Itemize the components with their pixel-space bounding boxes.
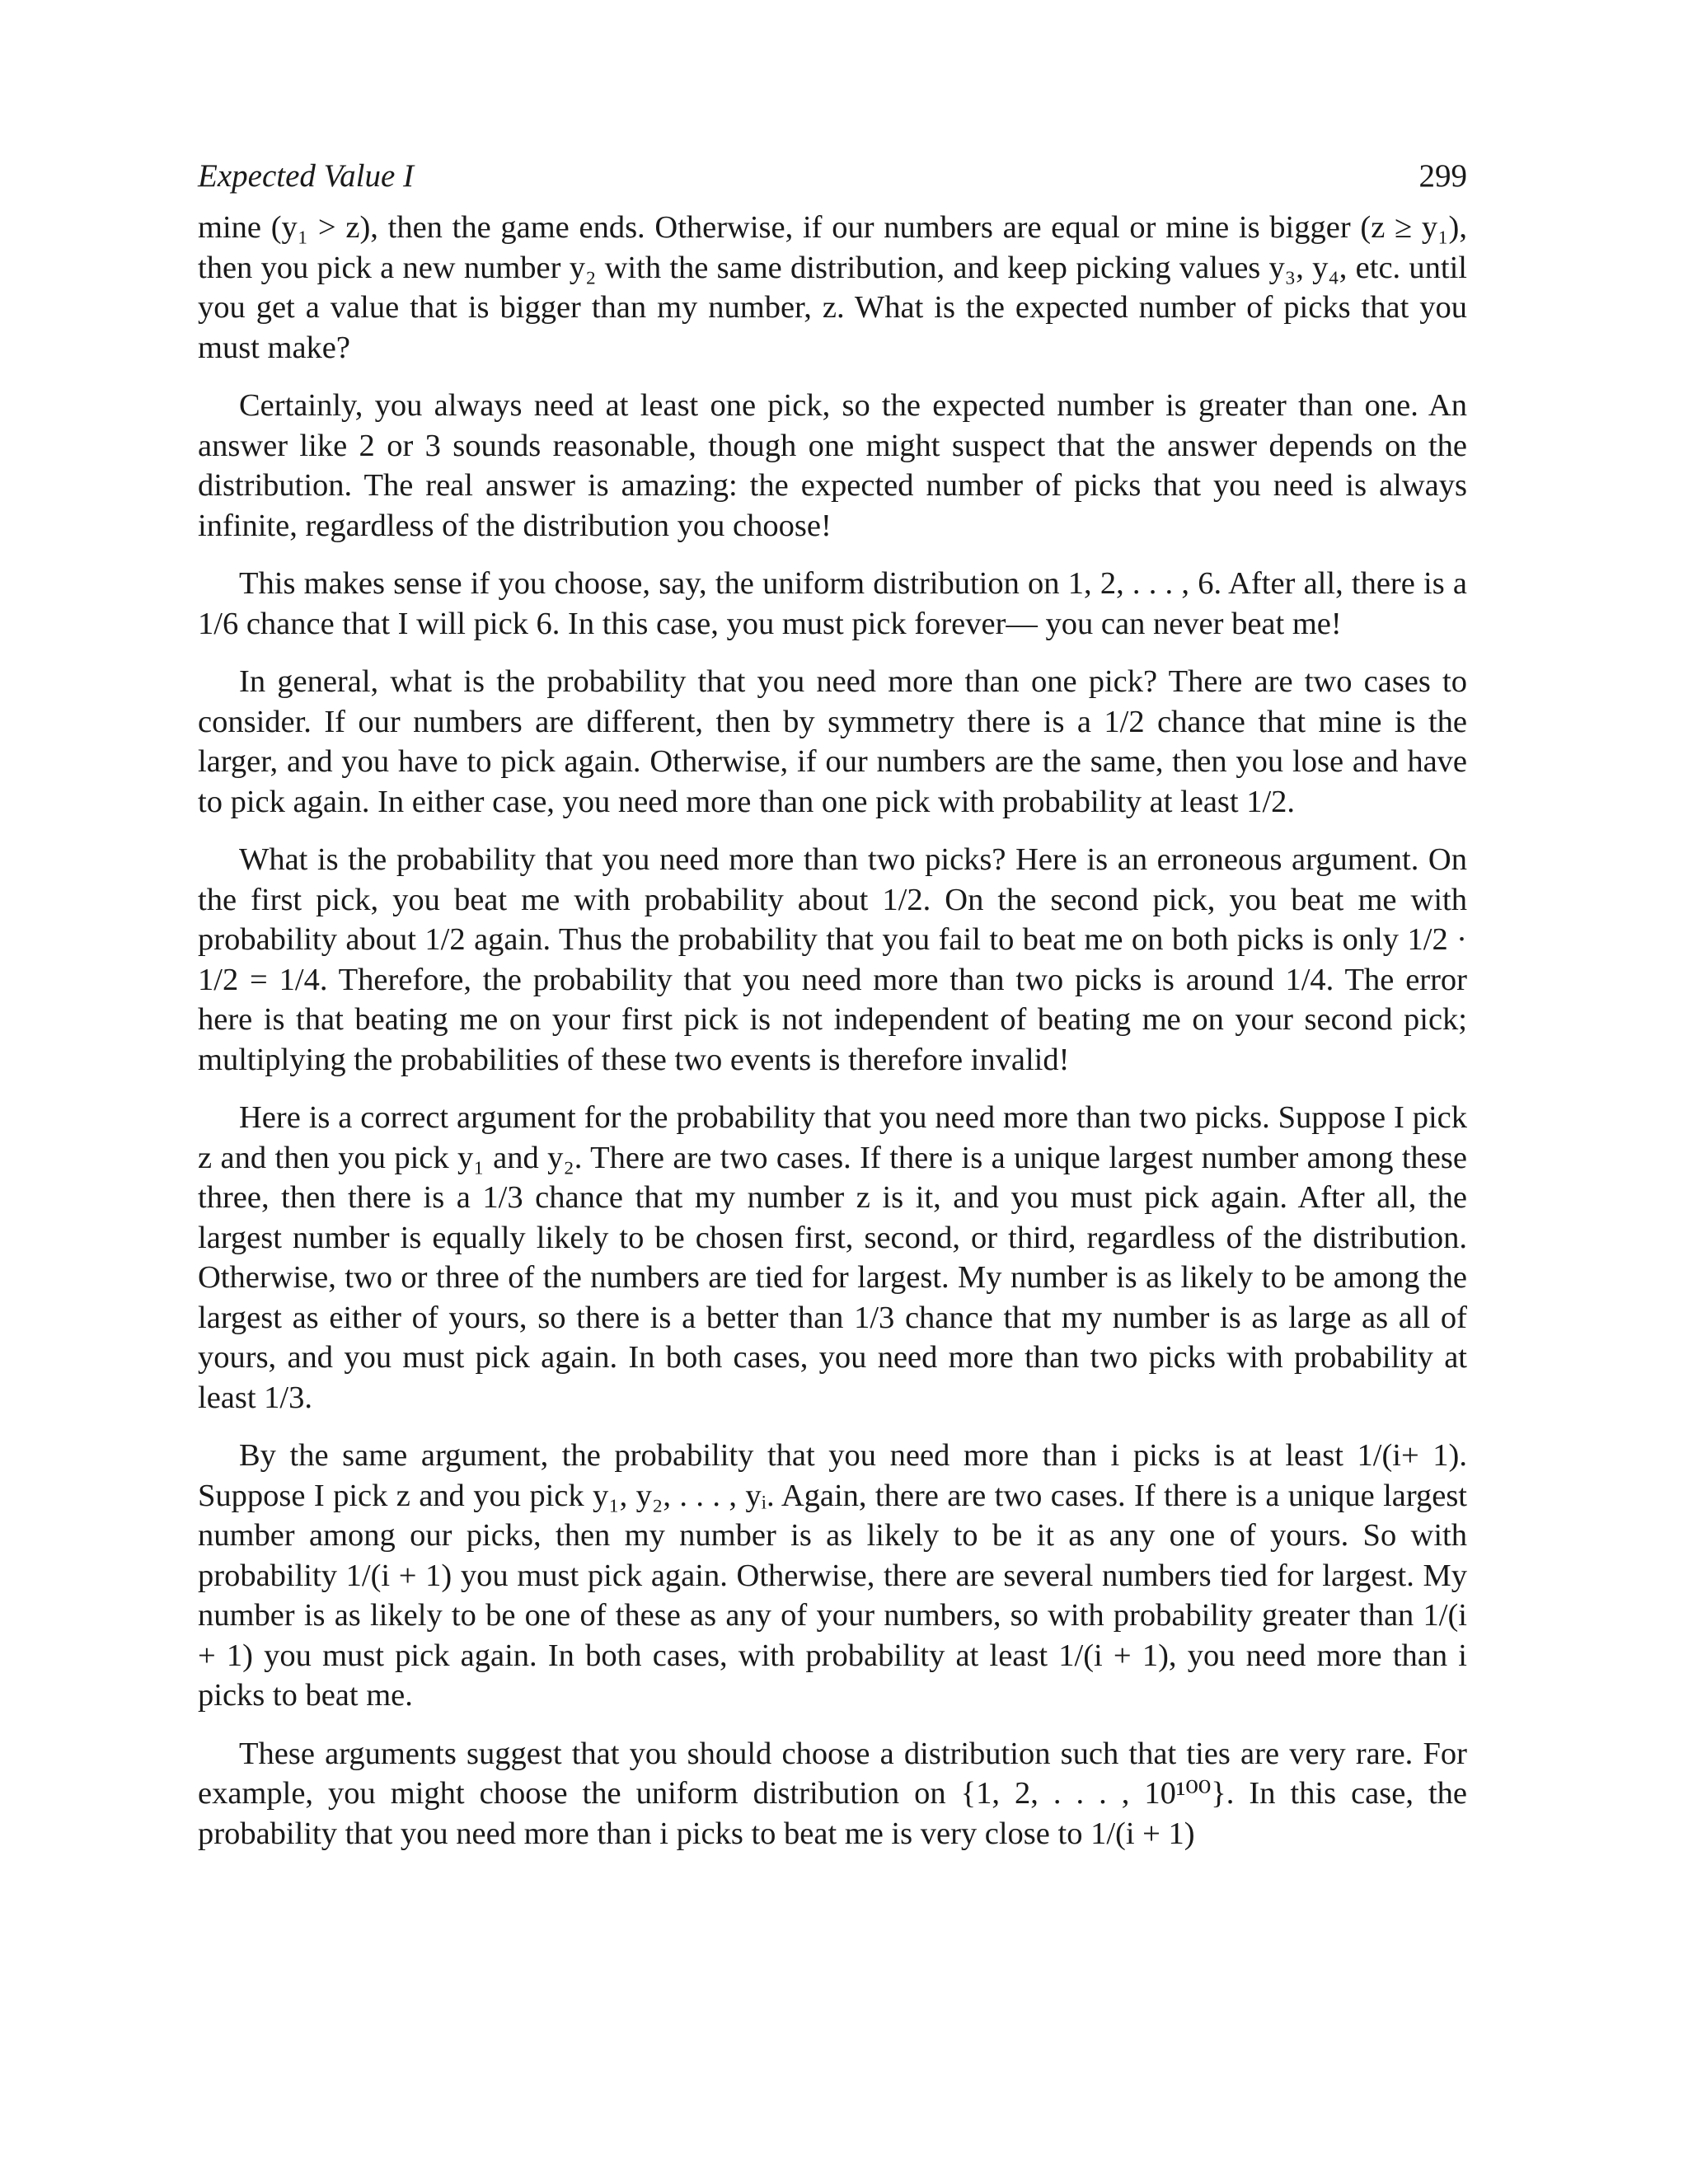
body-text	[198, 208, 1467, 1854]
paragraph: By the same argument, the probability that you need more than i picks is at least 1/(i+ 1). Suppose I pick z and you pick y₁, y₂, . . . , yᵢ. Again, there are two cases. If there is a unique largest number among our picks, then my number is as likely to be it as any one of yours. So with probability 1/(i + 1) you must pick again. Otherwise, there are several numbers tied for largest. My number is as likely to be one of these as any of your numbers, so with probability greater than 1/(i + 1) you must pick again. In both cases, with probability at least 1/(i + 1), you need more than i picks to beat me.	[198, 1438, 1467, 1713]
paragraph: In general, what is the probability that you need more than one pick? There are two cases to consider. If our numbers are different, then by symmetry there is a 1/2 chance that mine is the larger, and you have to pick again. Otherwise, if our numbers are the same, then you lose and have to pick again. In either case, you need more than one pick with probability at least 1/2.	[198, 664, 1467, 819]
page-number: 299	[1418, 158, 1467, 194]
page	[198, 157, 1467, 1872]
paragraph: Here is a correct argument for the probability that you need more than two picks. Suppose I pick z and then you pick y₁ and y₂. There are two cases. If there is a unique largest number among these three, then there is a 1/3 chance that my number z is it, and you must pick again. After all, the largest number is equally likely to be chosen first, second, or third, regardless of the distribution. Otherwise, two or three of the numbers are tied for largest. My number is as likely to be among the largest as either of yours, so there is a better than 1/3 chance that my number is as large as all of yours, and you must pick again. In both cases, you need more than two picks with probability at least 1/3.	[198, 1100, 1467, 1415]
paragraph: Certainly, you always need at least one pick, so the expected number is greater than one. An answer like 2 or 3 sounds reasonable, though one might suspect that the answer depends on the distribution. The real answer is amazing: the expected number of picks that you need is always infinite, regardless of the distribution you choose!	[198, 388, 1467, 543]
paragraph: What is the probability that you need more than two picks? Here is an erroneous argument. On the first pick, you beat me with probability about 1/2. On the second pick, you beat me with probability about 1/2 again. Thus the probability that you fail to beat me on both picks is only 1/2 · 1/2 = 1/4. Therefore, the probability that you need more than two picks is around 1/4. The error here is that beating me on your first pick is not independent of beating me on your second pick; multiplying the probabilities of these two events is therefore invalid!	[198, 842, 1467, 1077]
paragraph: These arguments suggest that you should choose a distribution such that ties are very rare. For example, you might choose the uniform distribution on {1, 2, . . . , 10¹⁰⁰}. In this case, the probability that you need more than i picks to beat me is very close to 1/(i + 1)	[198, 1736, 1467, 1851]
running-title: Expected Value I	[198, 158, 415, 194]
paragraph: mine (y₁ > z), then the game ends. Otherwise, if our numbers are equal or mine is bigger (z ≥ y₁), then you pick a new number y₂ with the same distribution, and keep picking values y₃, y₄, etc. until you get a value that is bigger than my number, z. What is the expected number of picks that you must make?	[198, 210, 1467, 365]
paragraph: This makes sense if you choose, say, the uniform distribution on 1, 2, . . . , 6. After all, there is a 1/6 chance that I will pick 6. In this case, you must pick forever— you can never beat me!	[198, 566, 1467, 641]
running-head	[198, 157, 1467, 196]
